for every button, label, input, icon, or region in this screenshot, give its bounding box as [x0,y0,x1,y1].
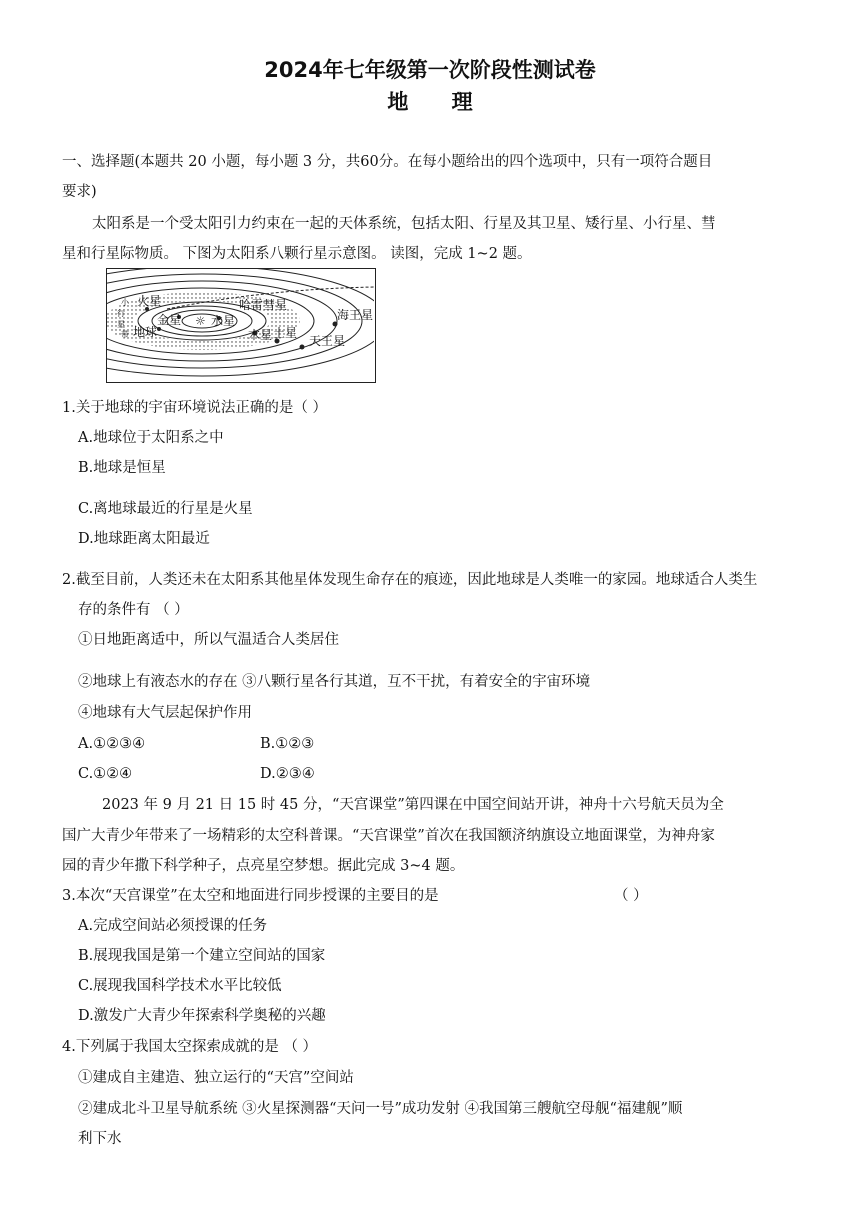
solar-system-diagram [106,268,376,383]
q3-option-b: B.展现我国是第一个建立空间站的国家 [78,948,326,964]
label-uranus: 天王星 [309,334,346,348]
planet-uranus [300,345,305,350]
label-halley: 哈雷彗星 [239,298,288,312]
label-venus: 金星 [157,313,182,327]
label-sun: ☼ [195,314,206,328]
label-jupiter: 木星 [248,328,273,342]
q3-option-c: C.展现我国科学技术水平比较低 [78,978,282,994]
label-saturn: 土星 [273,326,298,340]
intro-line2: 星和行星际物质。 下图为太阳系八颗行星示意图。 读图，完成 1~2 题。 [62,246,532,262]
q3-answer-paren: （ ） [614,888,648,904]
q4-statement-2-4: ②建成北斗卫星导航系统 ③火星探测器“天问一号”成功发射 ④我国第三艘航空母舰“福建舰”顺 [78,1101,683,1117]
q2-statement-4: ④地球有大气层起保护作用 [78,705,252,721]
passage2-line1: 2023 年 9 月 21 日 15 时 45 分，“天宫课堂”第四课在中国空间站开讲，神舟十六号航天员为全 [102,797,724,813]
label-belt-1: 小 [121,298,129,307]
subject-title: 地 理 [387,90,491,114]
section-instruction-line2: 要求) [62,184,97,200]
q3-option-a: A.完成空间站必须授课的任务 [78,918,268,934]
q1-option-c: C.离地球最近的行星是火星 [78,501,253,517]
label-belt-3: 星 [117,320,125,329]
q2-option-a: A.①②③④ [78,736,146,752]
q1-option-d: D.地球距离太阳最近 [78,531,210,547]
intro-line1: 太阳系是一个受太阳引力约束在一起的天体系统，包括太阳、行星及其卫星、矮行星、小行星、彗 [92,216,716,232]
solar-system-svg [107,269,374,381]
label-mars: 火星 [137,294,162,308]
q4-statement-1: ①建成自主建造、独立运行的“天宫”空间站 [78,1070,354,1086]
q2-option-d: D.②③④ [260,766,315,782]
planet-neptune [333,322,338,327]
q4-stem: 4.下列属于我国太空探索成就的是 （ ） [62,1039,318,1055]
label-mercury: 水星 [211,314,236,328]
label-belt-4: 带 [121,330,129,339]
label-belt-2: 行 [117,309,125,318]
q3-stem: 3.本次“天宫课堂”在太空和地面进行同步授课的主要目的是 [62,888,439,904]
q1-option-a: A.地球位于太阳系之中 [78,430,224,446]
q3-option-d: D.激发广大青少年探索科学奥秘的兴趣 [78,1008,326,1024]
q2-statement-1: ①日地距离适中，所以气温适合人类居住 [78,632,339,648]
label-neptune: 海王星 [337,308,374,322]
section-instruction-line1: 一、选择题(本题共 20 小题，每小题 3 分，共60分。在每小题给出的四个选项中，只有一项符合题目 [62,154,713,170]
exam-title: 2024年七年级第一次阶段性测试卷 [264,58,596,82]
q1-stem: 1.关于地球的宇宙环境说法正确的是（ ） [62,400,327,416]
q4-statement-4-cont: 利下水 [78,1131,122,1147]
q1-option-b: B.地球是恒星 [78,460,166,476]
q2-stem-line1: 2.截至目前，人类还未在太阳系其他星体发现生命存在的痕迹，因此地球是人类唯一的家园。地球适合人类生 [62,572,758,588]
q2-option-c: C.①②④ [78,766,133,782]
q2-statement-2-3: ②地球上有液态水的存在 ③八颗行星各行其道，互不干扰，有着安全的宇宙环境 [78,674,591,690]
q2-stem-line2: 存的条件有 （ ） [78,602,189,618]
planet-earth [157,327,161,331]
label-earth: 地球 [133,325,158,339]
passage2-line2: 国广大青少年带来了一场精彩的太空科普课。“天宫课堂”首次在我国额济纳旗设立地面课堂，为神舟家 [62,828,715,844]
q2-option-b: B.①②③ [260,736,315,752]
passage2-line3: 园的青少年撒下科学种子，点亮星空梦想。据此完成 3~4 题。 [62,858,465,874]
